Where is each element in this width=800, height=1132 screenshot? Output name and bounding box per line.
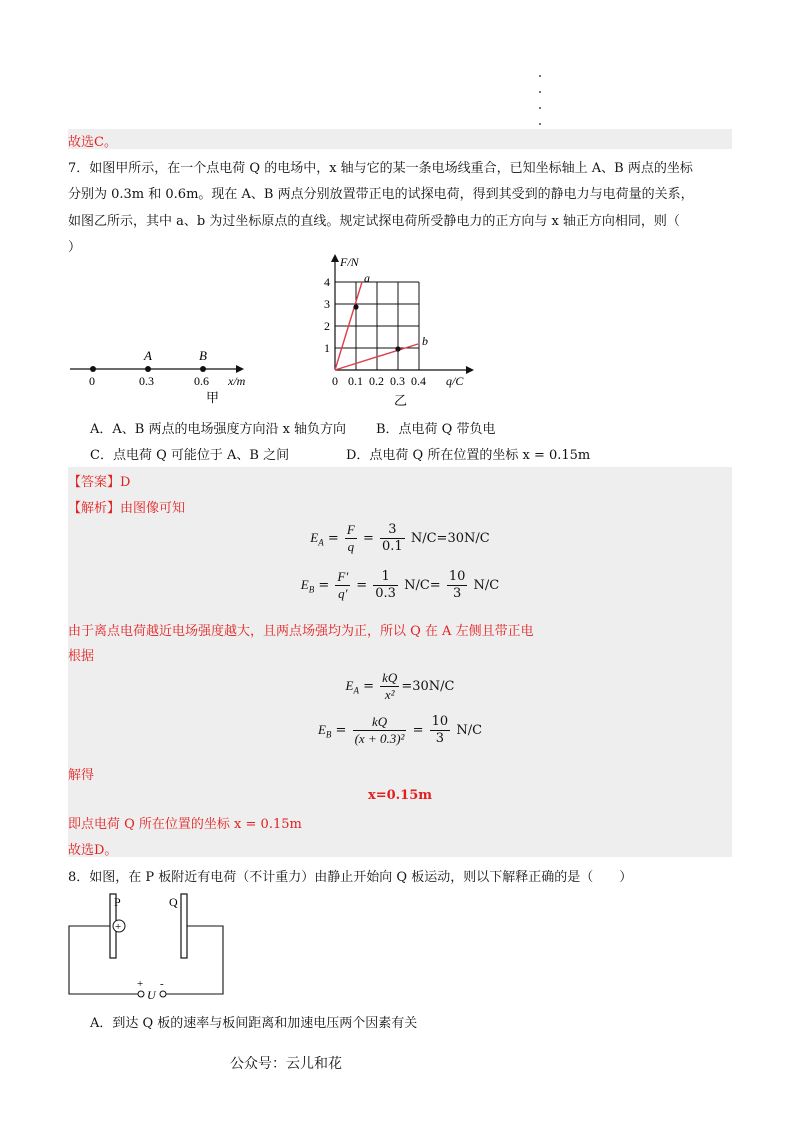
terminal-plus-label: +	[137, 978, 144, 990]
figure-q8-circuit	[66, 888, 236, 1003]
equation-2: $E_B$ = $\frac{F'}{q'}$ = $\frac{1}{0.3}$ N/C= $\frac{10}{3}$ N/C	[300, 569, 500, 601]
y-tick-label: 1	[324, 341, 330, 355]
eq2-frac2	[373, 569, 398, 602]
eq4-den: (x + 0.3)²	[354, 731, 405, 746]
eq4-sub: B	[325, 729, 332, 740]
y-axis-arrow	[331, 254, 339, 262]
tick-03: 0.3	[139, 374, 154, 388]
equation-3: $E_A$ = $\frac{kQ}{\text{x²}}$ =30N/C	[345, 670, 455, 702]
eq3-frac	[380, 670, 399, 703]
x-tick-label: 0	[332, 374, 338, 388]
eq2-rhs: N/C	[473, 578, 500, 593]
basis-label: 根据	[68, 649, 95, 664]
prev-answer: 故选C。	[68, 135, 117, 150]
eq2-frac3	[447, 569, 468, 602]
equation-4: $E_B$ = $\frac{kQ}{\text{(x + 0.3)²}}$ = $\frac{10}{3}$ N/C	[317, 714, 483, 746]
y-axis-label: F/N	[340, 255, 359, 269]
x-tick-label: 0.4	[411, 374, 426, 388]
plate-q	[181, 894, 187, 958]
q7-line2: 分别为 0.3m 和 0.6m。现在 A、B 两点分别放置带正电的试探电荷，得到其受到的静电力与电荷量的关系，	[68, 187, 694, 202]
eq1-frac2	[380, 522, 405, 555]
eq3-den: x²	[384, 687, 395, 702]
tick-06: 0.6	[194, 374, 209, 388]
explanation: 由于离点电荷越近电场强度越大，且两点场强均为正，所以 Q 在 A 左侧且带正电	[68, 624, 534, 639]
point-b-label: B	[199, 348, 207, 363]
x-axis-label: x/m	[228, 374, 246, 388]
eq2-sub: B	[308, 584, 315, 595]
decor-dot	[539, 123, 541, 125]
eq2-frac1	[335, 569, 350, 602]
eq1-num: F	[346, 522, 355, 537]
eq4-rhs: N/C	[456, 723, 483, 738]
point-a-label: A	[144, 348, 152, 363]
figure-jia	[66, 340, 266, 410]
y-tick-label: 4	[324, 275, 330, 289]
eq3-sub: A	[353, 685, 359, 696]
plate-p-label: P	[114, 895, 121, 909]
figure-yi-caption: 乙	[394, 393, 408, 408]
result: x=0.15m	[367, 788, 433, 803]
wire-left	[69, 926, 138, 994]
choose-d: 故选D。	[68, 843, 118, 858]
wire-right	[166, 926, 223, 994]
decor-dot	[539, 91, 541, 93]
q7-line3: 如图乙所示，其中 a、b 为过坐标原点的直线。规定试探电荷所受静电力的正方向与 x 轴正方向相同，则（	[68, 214, 680, 229]
point-origin	[90, 366, 96, 372]
y-tick-label: 3	[324, 297, 330, 311]
x-tick-label: 0.1	[348, 374, 363, 388]
eq3-lhs: E	[345, 678, 354, 693]
eq4-num2: 10	[431, 714, 449, 729]
q7-option-c: C．点电荷 Q 可能位于 A、B 之间	[90, 448, 290, 463]
prev-answer-shade	[68, 129, 732, 149]
figure-jia-caption: 甲	[206, 390, 220, 405]
eq1-frac1	[345, 522, 357, 555]
figure-yi	[318, 252, 478, 412]
decor-dot	[539, 107, 541, 109]
eq2-lhs: E	[300, 577, 309, 592]
line-b-label: b	[422, 334, 428, 348]
eq2-den3: 3	[452, 586, 462, 601]
equation-1: $E_A$ = $\frac{F}{q}$ = $\frac{3}{0.1}$ N/C=30N/C	[310, 522, 490, 554]
q7-option-b: B．点电荷 Q 带负电	[376, 422, 496, 437]
eq2-num2: 1	[373, 569, 398, 586]
eq4-num: kQ	[353, 714, 407, 731]
eq2-num: F'	[337, 569, 349, 584]
point-on-b	[395, 346, 400, 351]
x-tick-label: 0.3	[390, 374, 405, 388]
x-axis-arrow	[466, 366, 474, 374]
voltage-label: U	[147, 988, 156, 1002]
eq1-den: q	[347, 539, 355, 554]
eq1-den2: 0.1	[382, 539, 403, 554]
analysis-head: 【解析】由图像可知	[68, 501, 186, 516]
eq3-num: kQ	[382, 670, 398, 685]
line-a-label: a	[364, 271, 370, 285]
terminal-minus-label: -	[160, 978, 164, 990]
footer: 公众号：云儿和花	[230, 1056, 342, 1072]
q8-stem: 8．如图，在 P 板附近有电荷（不计重力）由静止开始向 Q 板运动，则以下解释正确的是（ ）	[68, 870, 633, 885]
eq4-frac2	[430, 714, 451, 747]
terminal-minus	[160, 991, 166, 997]
q7-option-d: D．点电荷 Q 所在位置的坐标 x = 0.15m	[346, 448, 591, 463]
eq3-rhs: =30N/C	[401, 679, 455, 694]
x-axis-label: q/C	[446, 374, 464, 388]
eq2-den: q'	[338, 586, 348, 601]
eq2-num3: 10	[448, 569, 466, 584]
eq2-den2: 0.3	[375, 586, 396, 601]
terminal-plus	[138, 991, 144, 997]
eq1-num2: 3	[380, 522, 405, 539]
point-a	[145, 366, 151, 372]
eq1-rhs: N/C=30N/C	[410, 531, 490, 546]
point-on-a	[353, 304, 358, 309]
eq1-sub: A	[318, 537, 324, 548]
eq4-frac	[353, 714, 407, 747]
charge-sign: +	[115, 921, 122, 933]
q7-line1: 7．如图甲所示，在一个点电荷 Q 的电场中，x 轴与它的某一条电场线重合，已知坐标轴上 A、B 两点的坐标	[68, 161, 693, 176]
q7-option-a: A．A、B 两点的电场强度方向沿 x 轴负方向	[90, 422, 347, 437]
q8-option-a: A．到达 Q 板的速率与板间距离和加速电压两个因素有关	[90, 1016, 418, 1031]
tick-0: 0	[89, 374, 95, 388]
plate-q-label: Q	[169, 895, 178, 909]
q7-line4: ）	[68, 240, 82, 255]
y-tick-label: 2	[324, 319, 330, 333]
answer: 【答案】D	[68, 475, 131, 490]
eq4-lhs: E	[317, 722, 326, 737]
eq4-den2: 3	[435, 731, 445, 746]
x-tick-label: 0.2	[369, 374, 384, 388]
point-b	[200, 366, 206, 372]
eq1-lhs: E	[310, 530, 319, 545]
solve-label: 解得	[68, 768, 95, 783]
decor-dot	[539, 75, 541, 77]
conclusion: 即点电荷 Q 所在位置的坐标 x = 0.15m	[68, 817, 302, 832]
